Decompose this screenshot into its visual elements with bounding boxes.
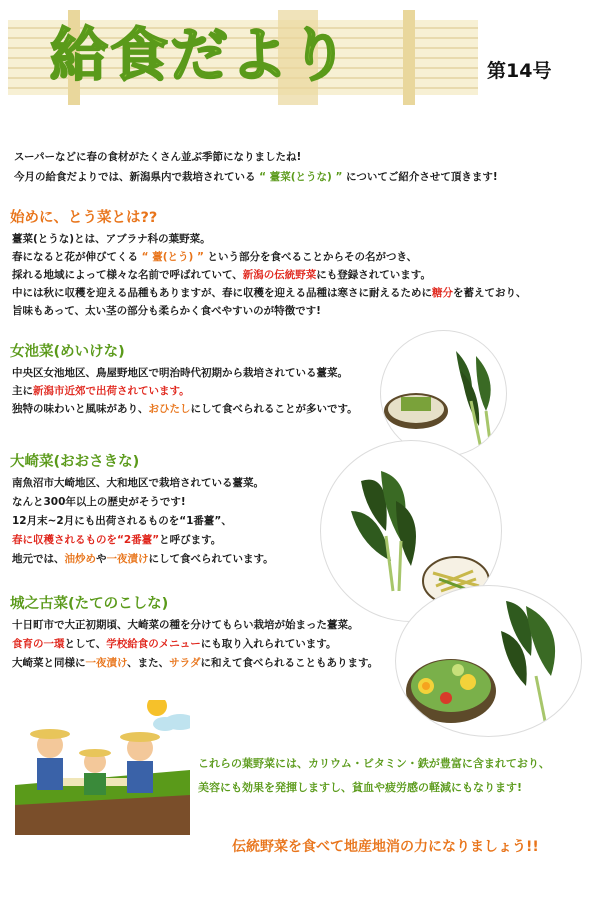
intro-line-1: スーパーなどに春の食材がたくさん並ぶ季節になりましたね! [14, 151, 302, 163]
closing-line-2: 美容にも効果を発揮しますし、貧血や疲労感の軽減にもなります! [198, 781, 523, 794]
tatenokoshina-illustration [395, 585, 582, 737]
osakina-line-4: 春に収穫されるものを“2番薹”と呼びます。 [12, 534, 222, 546]
section-heading-tatenokoshina: 城之古菜(たてのこしな) [10, 596, 169, 612]
osakina-line-2: なんと300年以上の歴史がそうです! [12, 496, 186, 508]
touna-line-4: 中には秋に収穫を迎える品種もありますが、春に収穫を迎える品種は寒さに耐えるために糖分を蓄えており、 [12, 287, 527, 299]
farmers-illustration [15, 700, 190, 850]
section-heading-meikena: 女池菜(めいけな) [10, 344, 125, 360]
touna-line-5: 旨味もあって、太い茎の部分も柔らかく食べやすいのが特徴です! [12, 305, 321, 317]
closing-line-1: これらの葉野菜には、カリウム・ビタミン・鉄が豊富に含まれており、 [198, 757, 550, 770]
closing-message: 伝統野菜を食べて地産地消の力になりましょう!! [232, 839, 539, 855]
section-heading-osakina: 大崎菜(おおさきな) [10, 454, 140, 470]
intro-line-2: 今月の給食だよりでは、新潟県内で栽培されている “ 薹菜(とうな) ” についてご紹介させて頂きます! [14, 171, 498, 183]
osakina-line-5: 地元では、油炒めや一夜漬けにして食べられています。 [12, 553, 274, 565]
tatenokoshina-line-1: 十日町市で大正初期頃、大崎菜の種を分けてもらい栽培が始まった薹菜。 [12, 619, 359, 631]
newsletter-title: 給食だより [50, 21, 351, 89]
osakina-line-3: 12月末~2月にも出荷されるものを“1番薹”、 [12, 515, 232, 527]
meikena-line-2: 主に新潟市近郊で出荷されています。 [12, 385, 190, 397]
touna-line-2: 春になると花が伸びてくる “ 薹(とう) ” という部分を食べることからその名がつき、 [12, 251, 418, 263]
meikena-line-3: 独特の味わいと風味があり、おひたしにして食べられることが多いです。 [12, 403, 358, 415]
meikena-illustration [380, 330, 507, 457]
touna-line-3: 採れる地域によって様々な名前で呼ばれていて、新潟の伝統野菜にも登録されています。 [12, 269, 431, 281]
osakina-line-1: 南魚沼市大崎地区、大和地区で栽培されている薹菜。 [12, 477, 264, 489]
tatenokoshina-line-3: 大崎菜と同様に一夜漬け、また、サラダに和えて食べられることもあります。 [12, 657, 379, 669]
issue-number: 第14号 [487, 60, 552, 82]
tatenokoshina-line-2: 食育の一環として、学校給食のメニューにも取り入れられています。 [12, 638, 337, 650]
section-heading-what-is-touna: 始めに、とう菜とは?? [10, 210, 158, 226]
meikena-line-1: 中央区女池地区、鳥屋野地区で明治時代初期から栽培されている薹菜。 [12, 367, 348, 379]
touna-line-1: 薹菜(とうな)とは、アブラナ科の葉野菜。 [12, 233, 211, 245]
